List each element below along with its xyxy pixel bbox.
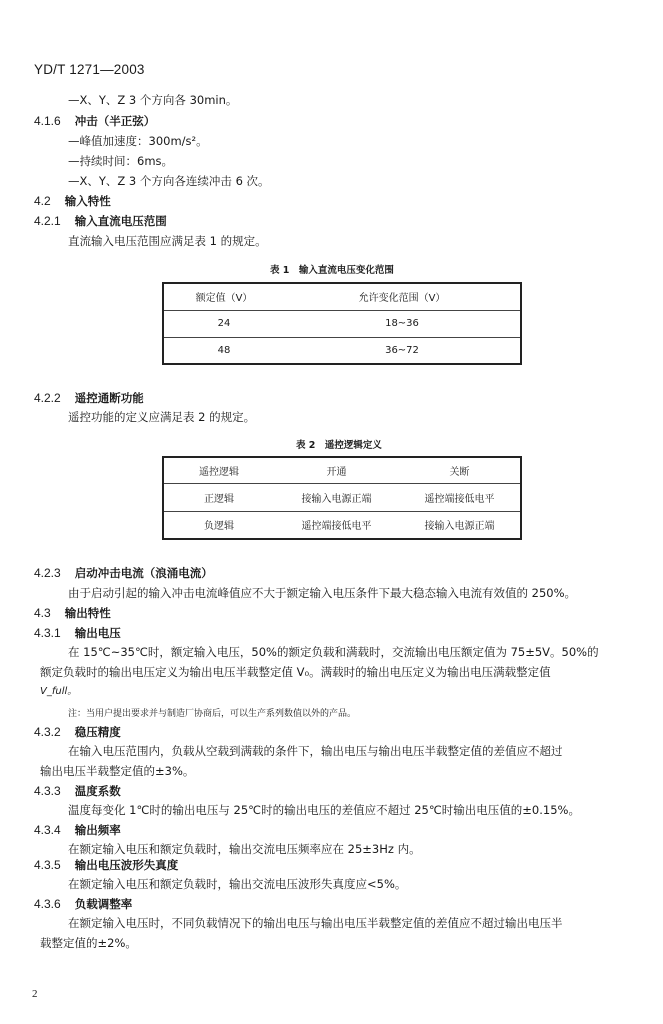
section-number: 4.2.2 [34,391,61,405]
section-title: 输入直流电压范围 [74,214,167,228]
section-title: 负载调整率 [74,897,133,911]
paragraph: 输出电压半载整定值的±3%。 [40,764,195,778]
table1-header: 允许变化范围（V） [358,293,446,305]
paragraph: —X、Y、Z 3 个方向各 30min。 [68,93,238,107]
section-heading-4-2-1 [34,213,167,229]
table1 [162,282,522,365]
paragraph: 直流输入电压范围应满足表 1 的规定。 [68,234,267,248]
table-row [163,483,521,511]
table2-header: 开通 [326,466,347,478]
section-title: 稳压精度 [74,725,121,739]
section-heading-4-3-3 [34,783,121,799]
section-heading-4-3 [34,605,111,621]
section-number: 4.3.5 [34,858,61,872]
section-number: 4.2.3 [34,566,61,580]
section-title: 温度系数 [74,784,121,798]
paragraph: 遥控功能的定义应满足表 2 的规定。 [68,410,256,424]
table1-cell: 48 [217,344,231,356]
table2-cell: 遥控端接低电平 [424,493,495,505]
table2-cell: 接输入电源正端 [301,493,372,505]
table2-cell: 负逻辑 [204,521,234,533]
section-number: 4.2.1 [34,214,61,228]
paragraph: 在额定输入电压和额定负载时，输出交流电压波形失真度应<5%。 [68,877,407,891]
page-number: 2 [32,988,38,1000]
section-heading-4-3-4 [34,822,121,838]
section-title: 输出电压 [74,626,121,640]
paragraph: —持续时间：6ms。 [68,154,174,168]
paragraph: —X、Y、Z 3 个方向各连续冲击 6 次。 [68,174,270,188]
section-heading-4-3-5 [34,857,178,873]
table2-cell: 接输入电源正端 [424,521,495,533]
table2-caption: 表 2 遥控逻辑定义 [296,440,382,451]
table2-cell: 正逻辑 [204,493,234,505]
table2-header: 遥控逻辑 [199,466,239,478]
table1-header: 额定值（V） [195,293,253,305]
section-title: 输出特性 [64,606,111,620]
paragraph: 在额定输入电压和额定负载时，输出交流电压频率应在 25±3Hz 内。 [68,842,421,856]
section-number: 4.2 [34,194,51,208]
section-heading-4-1-6 [34,113,155,129]
table2 [162,456,522,540]
section-heading-4-2-2 [34,390,144,406]
paragraph: 额定负载时的输出电压定义为输出电压半载整定值 V₀。满载时的输出电压定义为输出电压满载整定值 [40,665,551,679]
section-title: 输出频率 [74,823,121,837]
section-number: 4.3.2 [34,725,61,739]
paragraph: 载整定值的±2%。 [40,936,137,950]
section-title: 输入特性 [64,194,111,208]
section-heading-4-3-6 [34,896,132,912]
paragraph: 由于启动引起的输入冲击电流峰值应不大于额定输入电压条件下最大稳态输入电流有效值的 250%。 [68,586,577,600]
paragraph: —峰值加速度：300m/s²。 [68,134,208,148]
note: 注：当用户提出要求并与制造厂协商后，可以生产系列数值以外的产品。 [68,709,357,719]
section-heading-4-3-1 [34,625,121,641]
document-header: YD/T 1271—2003 [34,62,145,77]
table1-cell: 36~72 [385,344,419,356]
paragraph: 在 15℃~35℃时，额定输入电压，50%的额定负载和满载时，交流输出电压额定值为 75±5V。50%的 [68,645,599,659]
section-title: 输出电压波形失真度 [74,858,179,872]
section-heading-4-2 [34,193,111,209]
table-row [163,511,521,539]
section-number: 4.3 [34,606,51,620]
section-number: 4.3.4 [34,823,61,837]
paragraph: 在额定输入电压时，不同负载情况下的输出电压与输出电压半载整定值的差值应不超过输出电压半 [68,916,563,930]
section-heading-4-3-2 [34,724,121,740]
paragraph: 温度每变化 1℃时的输出电压与 25℃时的输出电压的差值应不超过 25℃时输出电压值的±0.15%。 [68,803,580,817]
section-heading-4-2-3 [34,565,213,581]
paragraph: 在输入电压范围内，负载从空载到满载的条件下，输出电压与输出电压半载整定值的差值应不超过 [68,744,563,758]
section-number: 4.1.6 [34,114,61,128]
table1-caption: 表 1 输入直流电压变化范围 [270,265,394,276]
table1-cell: 24 [217,318,231,329]
table-row [163,337,521,364]
section-number: 4.3.1 [34,626,61,640]
table2-header: 关断 [449,466,470,478]
section-number: 4.3.3 [34,784,61,798]
paragraph: V_full。 [40,686,78,697]
section-title: 遥控通断功能 [74,391,144,405]
table-row [163,310,521,337]
table2-cell: 遥控端接低电平 [301,521,372,533]
section-title: 启动冲击电流（浪涌电流） [74,566,213,580]
table1-cell: 18~36 [385,318,419,329]
section-number: 4.3.6 [34,897,61,911]
section-title: 冲击（半正弦） [74,114,156,128]
